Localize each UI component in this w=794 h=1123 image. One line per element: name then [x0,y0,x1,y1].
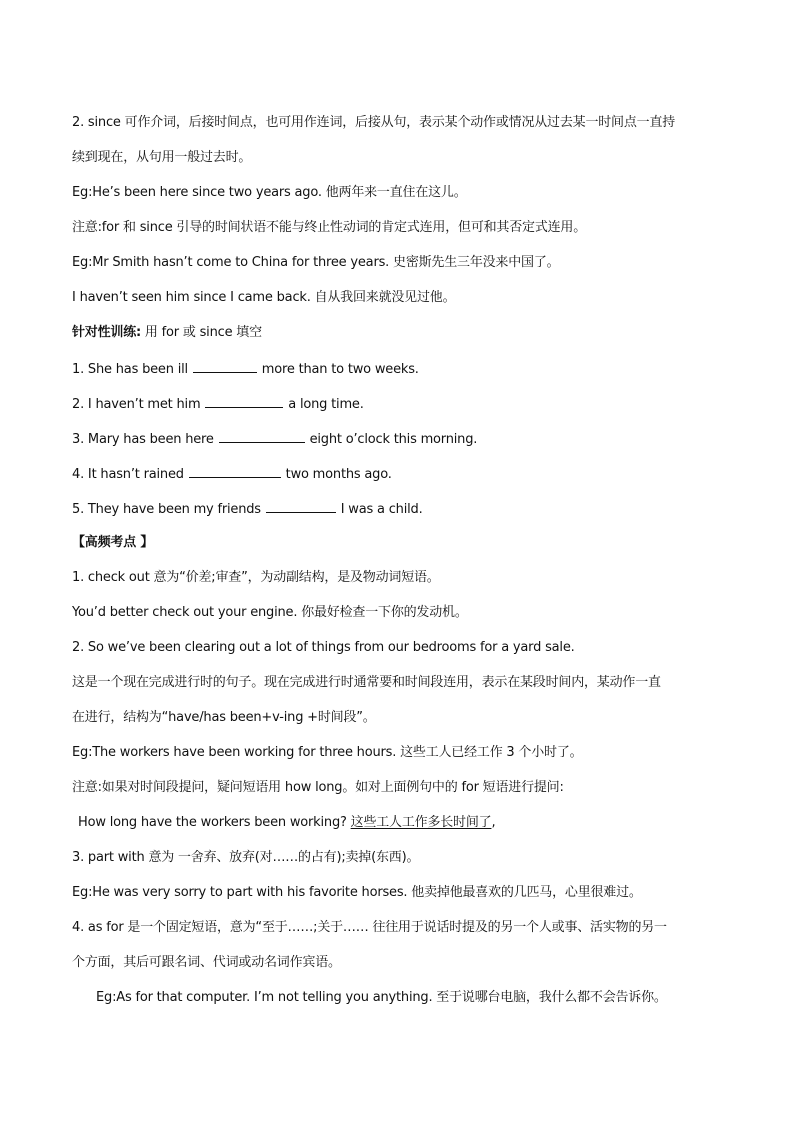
practice-heading [72,324,262,342]
as-for-point-line-1: 4. as for 是一个固定短语，意为“至于……;关于…… 往往用于说话时提及的另一个人或事、活实物的另一 [72,920,667,935]
clearing-out-sentence: 2. So we’ve been clearing out a lot of things from our bedrooms for a yard sale. [72,640,575,655]
question-5 [72,499,423,519]
perfect-continuous-explanation-2: 在进行，结构为“have/has been+v-ing +时间段”。 [72,710,376,725]
question-4 [72,464,392,484]
question-1-end: more than to two weeks. [257,362,419,377]
question-1-start: 1. She has been ill [72,362,192,377]
how-long-question-comma: , [491,815,496,830]
check-out-example: You’d better check out your engine. 你最好检查一下你的发动机。 [72,605,468,620]
question-1 [72,359,419,379]
since-explanation-line-2: 续到现在，从句用一般过去时。 [72,150,252,165]
practice-heading-bold: 针对性训练: [72,325,141,340]
part-with-point: 3. part with 意为 一舍弃、放弃(对……的占有);卖掉(东西)。 [72,850,420,865]
perfect-continuous-explanation-1: 这是一个现在完成进行时的句子。现在完成进行时通常要和时间段连用，表示在某段时间内，某动作一直 [72,675,661,690]
check-out-point: 1. check out 意为“价差;审查”，为动副结构，是及物动词短语。 [72,570,440,585]
how-long-question [78,814,495,832]
question-3-start: 3. Mary has been here [72,432,218,447]
since-explanation-line-1: 2. since 可作介词，后接时间点，也可用作连词，后接从句，表示某个动作或情况从过去某一时间点一直持 [72,115,676,130]
question-2-blank[interactable] [205,394,283,408]
how-long-note: 注意:如果对时间段提问，疑问短语用 how long。如对上面例句中的 for 短语进行提问: [72,780,564,795]
question-2-end: a long time. [284,397,364,412]
practice-heading-rest: 用 for 或 since 填空 [141,325,262,340]
for-since-note: 注意:for 和 since 引导的时间状语不能与终止性动词的肯定式连用，但可和其否定式连用。 [72,220,587,235]
question-4-blank[interactable] [189,464,281,478]
as-for-example: Eg:As for that computer. I’m not telling you anything. 至于说哪台电脑，我什么都不会告诉你。 [96,990,667,1005]
question-3 [72,429,477,449]
question-3-blank[interactable] [219,429,305,443]
question-1-blank[interactable] [193,359,257,373]
how-long-question-chinese: 这些工人工作多长时间了 [350,815,492,830]
question-5-start: 5. They have been my friends [72,502,265,517]
question-4-end: two months ago. [281,467,392,482]
as-for-point-line-2: 个方面，其后可跟名词、代词或动名词作宾语。 [72,955,341,970]
question-3-end: eight o’clock this morning. [305,432,478,447]
question-4-start: 4. It hasn’t rained [72,467,188,482]
part-with-example: Eg:He was very sorry to part with his favorite horses. 他卖掉他最喜欢的几匹马，心里很难过。 [72,885,642,900]
smith-example: Eg:Mr Smith hasn’t come to China for three years. 史密斯先生三年没来中国了。 [72,255,560,270]
question-5-end: I was a child. [336,502,423,517]
how-long-question-english: How long have the workers been working? [78,815,351,830]
question-2 [72,394,364,414]
since-example: Eg:He’s been here since two years ago. 他两年来一直住在这儿。 [72,185,467,200]
question-2-start: 2. I haven’t met him [72,397,205,412]
workers-example: Eg:The workers have been working for three hours. 这些工人已经工作 3 个小时了。 [72,745,583,760]
came-back-example: I haven’t seen him since I came back. 自从我回来就没见过他。 [72,290,456,305]
high-frequency-title: 【高频考点 】 [72,535,154,550]
question-5-blank[interactable] [266,499,336,513]
